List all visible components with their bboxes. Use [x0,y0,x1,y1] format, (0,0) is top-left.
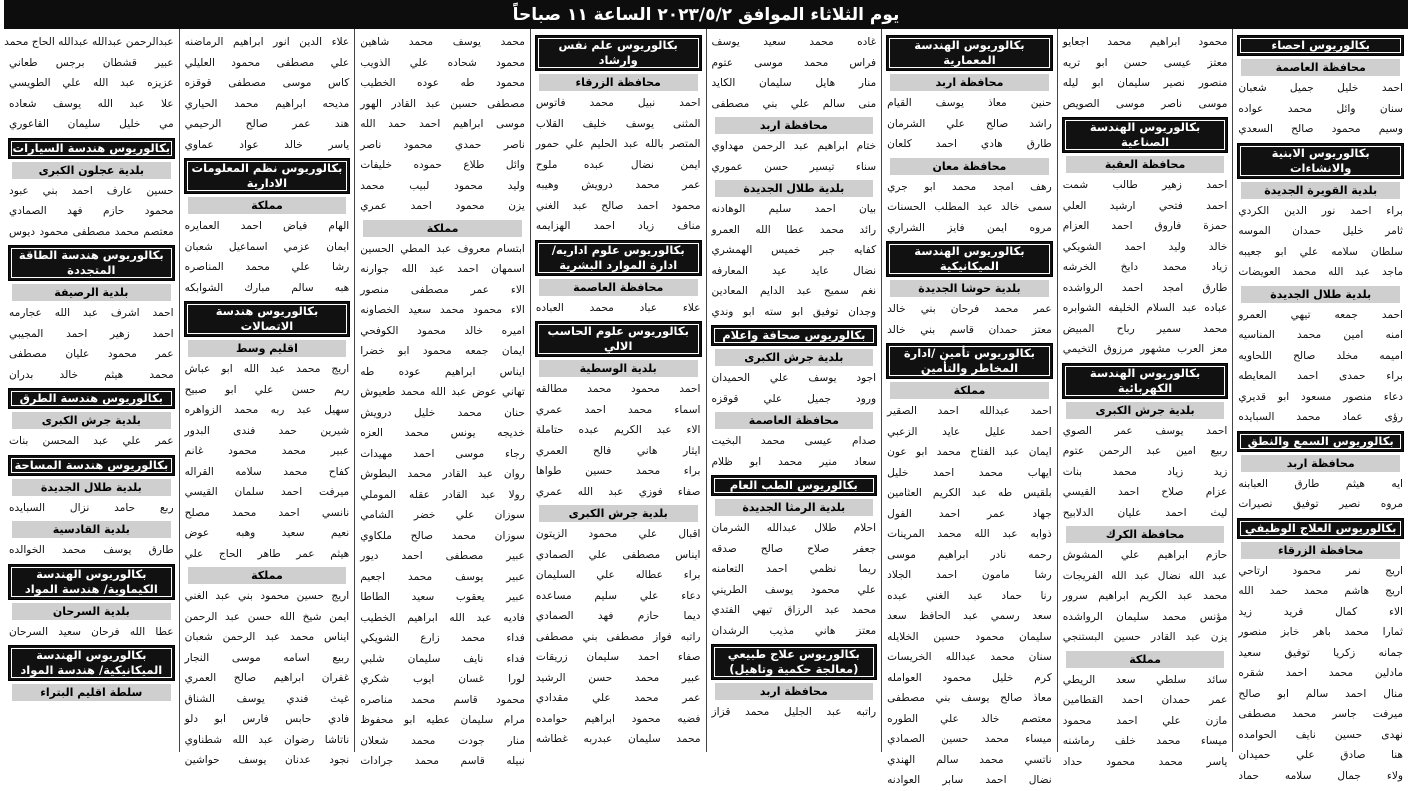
candidate-name: محمود حازم فهد الصمادي [9,205,174,217]
candidate-name: مي خليل سليمان القاعوري [9,118,174,130]
region-subheader: بلدية طلال الجديدة [1241,286,1400,303]
candidate-name: ميرفت جاسر محمد مصطفى [1238,708,1403,720]
candidate-name: غيث فندي يوسف الشناق [184,692,350,705]
candidate-name: دعاء علي سليم مساعده [535,589,701,602]
candidate-name: احمد زهير احمد المجيبي [9,327,174,340]
candidate-name: ديما حازم فهد الصمادي [535,610,701,622]
candidate-name: رحمه نادر ابراهيم موسى [887,548,1052,561]
candidate-name: محمد سليمان عبدربه غطاشه [535,733,701,745]
candidate-name: هنا صادق علي حميدان [1238,749,1403,761]
candidate-name: سعاد منير محمد ابو ظلام [711,455,877,468]
candidate-name: هبه سالم مبارك الشوابكه [184,281,350,294]
candidate-name: ايمان جمعه محمود ابو خضرا [360,345,525,357]
candidate-name: سنان وائل محمد عواده [1238,102,1403,115]
candidate-name: محمود قاسم محمد مناصره [360,693,525,706]
program-header: بكالوريوس نظم المعلومات الادارية [184,158,351,194]
candidate-name: سمى خالد عبد المطلب الحسنات [887,201,1052,213]
candidate-name: وليد محمود لبيب محمد [360,179,525,192]
candidate-name: المثنى يوسف خليف القلاب [535,117,701,130]
candidate-name: ميرفت احمد سلمان القيسي [184,486,350,498]
candidate-name: محمد عبد الكريم ابراهيم سرور [1062,590,1228,602]
program-header: بكالوريوس علوم الحاسب الالي [535,321,702,357]
candidate-name: احلام طلال عبدالله الشرمان [711,522,877,534]
candidate-name: عمر محمود عليان مصطفى [9,348,174,360]
candidate-name: كرم خليل محمود العوامله [887,671,1052,684]
program-header: بكالوريوس هندسة السيارات [8,138,175,159]
candidate-name: عبير محمد محمود غانم [184,445,350,457]
candidate-name: عزام صلاح احمد القيسي [1062,486,1228,498]
program-header: بكالوريوس علوم اداريه/ادارة الموارد البشرية [535,240,702,276]
program-header: بكالوريوس علاج طبيعي (معالجة حكمية وتاهيل) [711,644,878,680]
candidate-name: محمد عبد الرزاق تيهي الفتدي [711,604,877,616]
candidate-name: محمد هيثم خالد بدران [9,368,174,381]
program-header: بكالوريوس هندسة المساحة [8,455,175,476]
program-header: بكالوريوس الطب العام [711,475,878,496]
candidate-name: ميساء محمد خلف رماشنه [1062,735,1228,747]
candidate-name: عبير يوسف محمد اجعيم [360,570,525,583]
program-header: بكالوريوس هندسة الاتصالات [184,301,351,337]
candidate-name: اقبال علي محمود الزيتون [535,528,701,540]
candidate-name: براء احمد نور الدين الكردي [1238,204,1403,217]
candidate-name: رجاء موسى احمد مهيدات [360,447,525,460]
candidate-name: احمد زهير طالب شمت [1062,179,1228,191]
candidate-name: براء محمد حسين طواها [535,465,701,477]
candidate-name: عطا الله فرحان سعيد السرحان [9,625,174,638]
candidate-name: نضال احمد سابر العوادنه [887,774,1052,786]
candidate-name: وائل طلاع حموده خليفات [360,159,525,171]
candidate-name: مناف زياد احمد الهزايمه [535,220,701,232]
candidate-name: سهيل عبد ربه محمد الزواهره [184,404,350,416]
candidate-name: جعفر صلاح صالح صدقه [711,542,877,555]
candidate-name: ربيع اسامه موسى النجار [184,651,350,664]
region-subheader: بلدية الوسطية [539,360,698,377]
program-header: بكالوريوس الهندسة الكيماوية/ هندسة المواد [8,564,175,600]
program-header: بكالوريوس العلاج الوظيفي [1237,518,1404,539]
candidate-name: معز العرب مشهور مرزوق التخيمي [1062,343,1228,355]
candidate-name: عبدالرحمن عبدالله عبدالله الحاج محمد [4,36,174,48]
region-subheader: محافظة الكرك [1066,526,1225,543]
candidate-name: محمد يوسف محمد شاهين [360,36,525,48]
candidate-name: دعاء منصور مسعود ابو قديري [1238,390,1403,403]
listing-column [1232,29,1408,782]
candidate-name: راشد صالح علي الشرمان [887,117,1052,130]
region-subheader: مملكة [188,567,347,584]
candidate-name: ايناس ابراهيم عوده طه [360,365,525,378]
program-header: بكالوريوس هندسة الطاقة المتجددة [8,245,175,281]
candidate-name: ابتسام معروف عبد المطي الحسين [360,242,525,255]
candidate-name: تهاني عوض عبد الله محمد طعيوش [360,386,525,398]
candidate-name: عبد الله نضال عبد الله الفريجات [1062,569,1228,582]
listing-columns [4,29,1408,786]
candidate-name: اميمه مخلد صالح اللحاويه [1238,349,1403,362]
region-subheader: بلدية القويرة الجديدة [1241,182,1400,199]
candidate-name: ناصر حمدي محمود ناصر [360,138,525,151]
candidate-name: علي مصطفى محمود العليلي [184,56,350,69]
candidate-name: احمد عليل عايد الزعبي [887,425,1052,438]
candidate-name: بيان احمد سليم الوهادنه [711,203,877,215]
candidate-name: مازن علي احمد محمود [1062,714,1228,727]
candidate-name: مؤنس محمد سليمان الرواشده [1062,610,1228,623]
candidate-name: رولا عبد القادر عقله الموملي [360,488,525,501]
program-header: بكالوريوس الهندسة الصناعية [1062,117,1229,153]
candidate-name: علا عبد الله يوسف شعاده [9,97,174,110]
candidate-name: معتز هاني مذيب الرشدان [711,624,877,637]
candidate-name: عبير محمد حسن الرشيد [535,671,701,684]
candidate-name: ايه هيثم طارق العبابنه [1238,477,1403,490]
candidate-name: زيد زياد محمد بنات [1062,465,1228,478]
candidate-name: سليمان محمود حسين الخلايله [887,630,1052,643]
candidate-name: ياسر خالد عواد عماوي [184,138,350,151]
candidate-name: اريج هاشم محمد حمد الله [1238,585,1403,597]
listing-column [530,29,706,752]
candidate-name: رنا حماد عبد الغني عبده [887,589,1052,602]
candidate-name: ايناس مصطفى علي الصمادي [535,548,701,561]
candidate-name: جمانه زكريا توفيق سعيد [1238,646,1403,659]
candidate-name: ريم حسن علي ابو صبيح [184,383,350,396]
region-subheader: محافظة اربد [715,683,874,700]
candidate-name: الاء محمود محمد سعيد الخصاونه [360,304,525,316]
candidate-name: غفران ابراهيم صالح العمري [184,672,350,684]
candidate-name: سناء تيسير حسن عموري [711,160,877,173]
candidate-name: راتبه عبد الجليل محمد قزاز [711,706,877,718]
candidate-name: فادي حابس فارس ابو دلو [184,713,350,725]
candidate-name: بلقيس طه عبد الكريم العثامين [887,487,1052,499]
candidate-name: مصطفى حسين عبد القادر الهور [360,97,525,110]
candidate-name: منى سالم علي بني مصطفى [711,97,877,110]
candidate-name: مروه ايمن فايز الشراري [887,221,1052,234]
candidate-name: وسيم محمود صالح السعدي [1238,123,1403,135]
candidate-name: يزن عبد القادر حسين البستنجي [1062,631,1228,643]
candidate-name: رشا علي محمد المناصره [184,261,350,273]
candidate-name: ولاء جمال سلامه حماد [1238,769,1403,782]
candidate-name: احمد اشرف عبد الله عجارمه [9,307,174,319]
candidate-name: ايمان عزمي اسماعيل شعبان [184,240,350,253]
region-subheader: بلدية السرحان [12,603,171,620]
region-subheader: مملكة [363,220,522,237]
candidate-name: براء حمدى احمد المعايطه [1238,370,1403,382]
candidate-name: عمر محمد علي مقدادي [535,692,701,704]
candidate-name: معتز عيسى حسن ابو تريه [1062,56,1228,69]
listing-column [706,29,882,752]
region-subheader: محافظة الزرقاء [539,74,698,91]
candidate-name: فراس محمد موسى عتوم [711,56,877,69]
candidate-name: ربع حامد نزال السبايده [9,501,174,514]
candidate-name: رائد محمد عطا الله العمرو [711,223,877,236]
candidate-name: فاديه عبد الله ابراهيم الخطيب [360,611,525,624]
candidate-name: كاس موسى مصطفى قوقزه [184,77,350,89]
candidate-name: معتصم خالد علي الطوره [887,712,1052,725]
candidate-name: احمد خليل جميل شعبان [1238,82,1403,94]
candidate-name: ليث احمد عليان الدلابيح [1062,506,1228,519]
region-subheader: محافظة العقبة [1066,156,1225,173]
candidate-name: محمود احمد صالح عبد الغني [535,199,701,212]
candidate-name: موسى ناصر موسى الصويص [1062,97,1228,110]
candidate-name: ثمارا محمد باهر خابز منصور [1238,626,1403,638]
candidate-name: عباده عبد السلام الخليفه الشوابره [1062,302,1228,314]
candidate-name: ناتاشا رضوان عبد الله شطناوي [184,733,350,746]
candidate-name: ايهاب محمد احمد خليل [887,466,1052,479]
candidate-name: رشا مامون احمد الجلاد [887,569,1052,581]
program-header: بكالوريوس الهندسة المعمارية [886,35,1053,71]
candidate-name: ياسر محمد محمود حداد [1062,755,1228,768]
listing-column [1057,29,1233,768]
candidate-name: فداء نايف سليمان شلبي [360,652,525,665]
candidate-name: عمر حمدان احمد القطامين [1062,694,1228,706]
candidate-name: شيرين حمد فندى البدور [184,424,350,437]
candidate-name: وجدان توفيق ابو سته ابو وندي [711,305,877,318]
candidate-name: عمر محمد درويش وهيبه [535,179,701,191]
candidate-name: فضيه محمود ابراهيم حوامده [535,712,701,725]
candidate-name: ذوابه عبد الله محمد المرينات [887,528,1052,540]
candidate-name: خالد وليد احمد الشويكي [1062,240,1228,253]
candidate-name: ختام ابراهيم عبد الرحمن مهداوي [711,140,877,152]
region-subheader: محافظة اربد [1241,455,1400,472]
candidate-name: ثامر خليل حمدان الموسه [1238,225,1403,237]
candidate-name: خديجه يونس محمد العزه [360,427,525,439]
candidate-name: منار جودت محمد شعلان [360,734,525,747]
candidate-name: نانسي احمد محمد مصلح [184,506,350,519]
candidate-name: اسماء محمد احمد عمري [535,403,701,416]
candidate-name: محمود ابراهيم محمد اجعايو [1062,36,1228,48]
candidate-name: ايمان عبد الفتاح محمد ابو عون [887,446,1052,458]
program-header: بكالوريوس الهندسة الكهربائية [1062,363,1229,399]
candidate-name: ريما نظمي احمد التعامنه [711,563,877,575]
candidate-name: طارق امجد احمد الرواشده [1062,281,1228,294]
region-subheader: سلطة اقليم البتراء [12,684,171,701]
candidate-name: احمد يوسف عمر الصوي [1062,424,1228,437]
candidate-name: طارق يوسف محمد الخوالده [9,544,174,556]
candidate-name: نجود عدنان يوسف حواشين [184,754,350,766]
candidate-name: معاذ صالح يوسف بني مصطفى [887,692,1052,704]
region-subheader: بلدية طلال الجديدة [12,479,171,496]
candidate-name: عبير يعقوب سعيد الطاطا [360,591,525,603]
region-subheader: بلدية القادسية [12,521,171,538]
candidate-name: سوزان علي خضر الشامي [360,509,525,521]
candidate-name: طارق هادي احمد كلعان [887,138,1052,150]
candidate-name: ايمن شيخ الله حسن عبد الرحمن [184,610,350,623]
candidate-name: هيثم عمر طاهر الحاج علي [184,547,350,560]
program-header: بكالوريوس الابنية والانشاءات [1237,143,1404,179]
region-subheader: بلدية حوشا الجديدة [890,280,1049,297]
candidate-name: صفاء احمد سليمان زريقات [535,651,701,663]
candidate-name: علاء الدين انور ابراهيم الرماضنه [184,36,350,48]
candidate-name: احمد جمعه تيهي العمرو [1238,308,1403,321]
candidate-name: الاء عبد الكريم عبده حتاملة [535,424,701,436]
candidate-name: مادلين محمد احمد شقره [1238,667,1403,679]
region-subheader: مملكة [1066,651,1225,668]
candidate-name: احمد نبيل محمد فاتوس [535,97,701,109]
candidate-name: مروه نصير توفيق نصيرات [1238,498,1403,510]
candidate-name: حنان محمد خليل درويش [360,406,525,419]
candidate-name: الاء عمر مصطفى منصور [360,283,525,296]
candidate-name: حنين معاذ يوسف القيام [887,97,1052,109]
region-subheader: بلدية الرمثا الجديدة [715,499,874,516]
candidate-name: عمر علي عبد المحسن بنات [9,435,174,447]
candidate-name: صدام عيسى محمد البخيت [711,435,877,447]
candidate-name: محمد سمير رباح المبيض [1062,322,1228,335]
candidate-name: كفايه جبر خميس الهمشري [711,244,877,256]
candidate-name: رهف امجد محمد ابو جري [887,180,1052,193]
candidate-name: ميساء محمد حسين الصمادي [887,733,1052,745]
candidate-name: فداء محمد زارع الشويكي [360,632,525,644]
region-subheader: بلدية جرش الكبرى [12,412,171,429]
candidate-name: براء عطاله علي السليمان [535,569,701,581]
region-subheader: بلدية جرش الكبرى [539,505,698,522]
candidate-name: حسين عارف احمد بني عبود [9,184,174,197]
program-header: بكالوريوس تأمين /ادارة المخاطر والتأمين [886,343,1053,379]
candidate-name: احمد عبدالله احمد الصقير [887,405,1052,417]
candidate-name: سوزان محمد صالح ملكاوي [360,529,525,542]
candidate-name: رؤى عماد محمد السبايده [1238,411,1403,423]
candidate-name: عبير قشطان برجس طعاني [9,56,174,69]
candidate-name: الاء كمال فريد زيد [1238,605,1403,618]
candidate-name: المتصر بالله عبد الحليم علي حمور [535,138,701,150]
candidate-name: ايثار هاني فالح العمري [535,444,701,457]
candidate-name: هند عمر صالح الرحيمي [184,118,350,130]
region-subheader: بلدية طلال الجديدة [715,180,874,197]
candidate-name: لورا غسان ايوب شكري [360,673,525,685]
candidate-name: اريج محمد عبد الله ابو عباش [184,363,350,375]
region-subheader: مملكة [188,197,347,214]
candidate-name: منار هايل سليمان الكايد [711,77,877,89]
region-subheader: محافظة اربد [890,74,1049,91]
candidate-name: معتصم محمد مصطفى محمود ديوس [9,225,174,238]
region-subheader: بلدية جرش الكبرى [715,349,874,366]
candidate-name: معتز حمدان قاسم بني خالد [887,323,1052,336]
region-subheader: محافظة اربد [715,117,874,134]
candidate-name: نعيم سعيد وهبه عوض [184,527,350,539]
candidate-name: اريج حسين محمود بني عبد الغني [184,590,350,602]
region-subheader: محافظة الزرقاء [1241,542,1400,559]
candidate-name: سعد رسمي عبد الحافظ سعد [887,610,1052,622]
region-subheader: اقليم وسط [188,340,347,357]
candidate-name: موسى ابراهيم احمد حمد الله [360,118,525,130]
candidate-name: ناتسي محمد سالم الهندي [887,753,1052,766]
region-subheader: بلدية عجلون الكبرى [12,162,171,179]
candidate-name: امنه امين محمد المناسيه [1238,329,1403,341]
program-header: بكالوريوس احصاء [1237,35,1404,56]
candidate-name: عزيزه عبد الله علي الطويسي [9,77,174,89]
listing-column [354,29,530,767]
candidate-name: زياد محمد دايخ الخرشه [1062,261,1228,273]
candidate-name: سائد سلطي سعد الريطي [1062,673,1228,686]
candidate-name: ورود جميل علي قوقزه [711,392,877,405]
program-header: بكالوريوس الهندسة الميكانيكية [886,241,1053,277]
candidate-name: نبيله قاسم محمد جرادات [360,755,525,767]
candidate-name: حازم ابراهيم علي المشوش [1062,549,1228,561]
candidate-name: علي محمود يوسف الطريني [711,583,877,596]
candidate-name: صفاء فوزي عبد الله عمري [535,485,701,498]
candidate-name: روان عبد القادر محمد البطوش [360,468,525,480]
candidate-name: غاده محمد سعيد يوسف [711,36,877,48]
program-header: بكالوريوس الهندسة الميكانيكية/ هندسة المواد [8,645,175,681]
candidate-name: حمزة فاروق احمد العزام [1062,220,1228,232]
candidate-name: احمد محمود محمد مطالقه [535,383,701,395]
candidate-name: نغم سميح عبد الدايم المعادين [711,285,877,297]
candidate-name: سنان محمد عبدالله الخريسات [887,651,1052,663]
candidate-name: كفاح محمد سلامه القراله [184,465,350,478]
region-subheader: محافظة العاصمة [1241,59,1400,76]
program-header: بكالوريوس هندسة الطرق [8,388,175,409]
candidate-name: منصور نصير سليمان ابو ليله [1062,77,1228,89]
candidate-name: اجود يوسف علي الحميدان [711,372,877,384]
program-header: بكالوريوس السمع والنطق [1237,431,1404,452]
listing-column [179,29,355,766]
candidate-name: عبير مصطفى احمد ديور [360,550,525,562]
region-subheader: محافظة العاصمة [539,279,698,296]
candidate-name: راتبه فواز مصطفى بني مصطفى [535,630,701,643]
region-subheader: بلدية الرصيفة [12,284,171,301]
candidate-name: مديحه ابراهيم محمد الحياري [184,97,350,110]
candidate-name: ماجد عبد الله محمد العويضات [1238,266,1403,278]
region-subheader: مملكة [890,382,1049,399]
candidate-name: ايمن نضال عبده ملوح [535,158,701,171]
candidate-name: محمود شحاده علي الذويب [360,56,525,69]
candidate-name: يزن محمود احمد عمري [360,200,525,212]
candidate-name: نضال عايد عيد المعارفه [711,264,877,277]
listing-column [4,29,179,752]
candidate-name: جهاد عمر احمد الفول [887,507,1052,520]
candidate-name: سلطان سلامه علي ابو جعيبه [1238,245,1403,258]
candidate-name: عمر محمد فرحان بني خالد [887,303,1052,315]
candidate-name: نهدى حسين نايف الحوامده [1238,728,1403,741]
candidate-name: الهام فياض احمد العمايره [184,220,350,232]
candidate-name: اسمهان احمد عبد الله جوارنه [360,263,525,275]
region-subheader: بلدية جرش الكبرى [1066,402,1225,419]
region-subheader: محافظة العاصمة [715,412,874,429]
candidate-name: احمد فتحي ارشيد العلي [1062,199,1228,212]
program-header: بكالوريوس علم نفس وارشاد [535,35,702,71]
candidate-name: اريج نمر محمود ارتاحي [1238,564,1403,577]
region-subheader: محافظة معان [890,158,1049,175]
candidate-name: محمود طه عوده الخطيب [360,77,525,89]
candidate-name: علاء عباد محمد العباده [535,301,701,314]
candidate-name: ايناس محمد عبد الرحمن شعبان [184,631,350,643]
candidate-name: منال احمد سالم ابو صالح [1238,687,1403,700]
listing-column [881,29,1057,786]
candidate-name: ربيع امين عبد الرحمن عتوم [1062,445,1228,457]
candidate-name: اميره خالد محمود الكوفحي [360,324,525,337]
date-header: يوم الثلاثاء الموافق ٢٠٢٣/٥/٢ الساعة ١١ صباحاً [4,0,1408,29]
candidate-name: مرام سليمان عطيه ابو محفوظ [360,714,525,726]
program-header: بكالوريوس صحافة واعلام [711,325,878,346]
